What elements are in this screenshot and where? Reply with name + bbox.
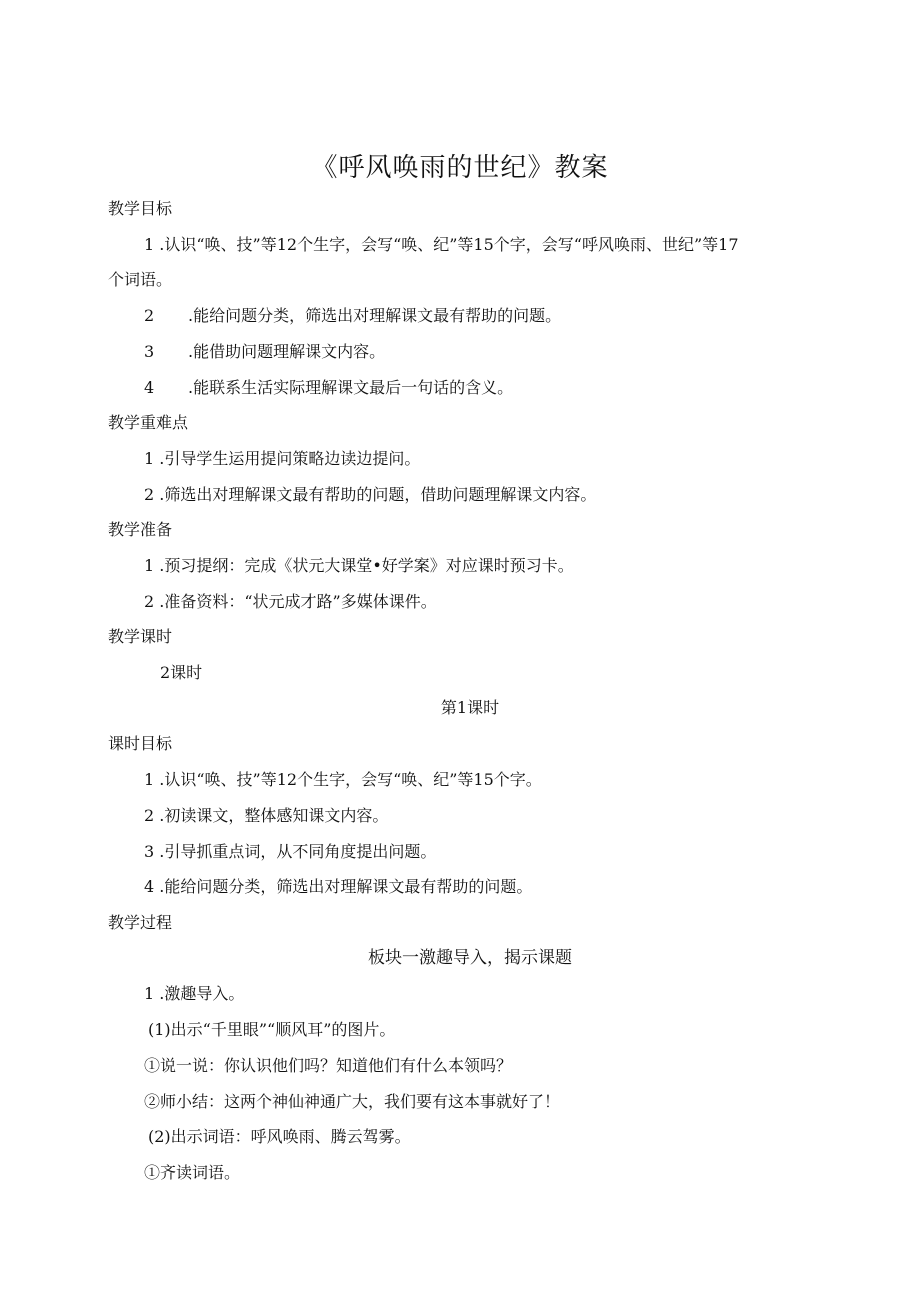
key-point-item-2: 2 .筛选出对理解课文最有帮助的问题，借助问题理解课文内容。 [144,485,597,504]
step-1-sub-1-b: ②师小结：这两个神仙神通广大，我们要有这本事就好了！ [144,1092,561,1111]
key-points-heading: 教学重难点 [108,413,189,432]
lesson-goals-heading: 课时目标 [108,734,173,753]
preparation-item-2: 2 .准备资料：“状元成才路”多媒体课件。 [144,592,437,611]
block-1-heading: 板块一激趣导入，揭示课题 [368,948,572,968]
goal-item-4-text: .能联系生活实际理解课文最后一句话的含义。 [188,378,514,397]
goal-item-3-number: 3 [144,342,155,361]
goals-heading: 教学目标 [108,199,173,218]
step-1-sub-1: (1)出示“千里眼”“顺风耳”的图片。 [148,1020,396,1039]
lesson-goal-item-3: 3 .引导抓重点词，从不同角度提出问题。 [144,842,437,861]
step-1-sub-2-a: ①齐读词语。 [144,1163,241,1182]
lesson-goal-item-4: 4 .能给问题分类，筛选出对理解课文最有帮助的问题。 [144,877,533,896]
goal-item-4-number: 4 [144,378,155,397]
goal-item-2-number: 2 [144,306,155,325]
hours-heading: 教学课时 [108,627,173,646]
hours-value: 2课时 [160,663,203,682]
document-title: 《呼风唤雨的世纪》教案 [311,153,609,183]
process-heading: 教学过程 [108,913,173,932]
goal-item-1-line-1: 1 .认识“唤、技”等12个生字，会写“唤、纪”等15个字，会写“呼风唤雨、世纪”等17 [144,235,739,254]
goal-item-3-text: .能借助问题理解课文内容。 [188,342,386,361]
goal-item-2-text: .能给问题分类，筛选出对理解课文最有帮助的问题。 [188,306,562,325]
step-1-sub-2: (2)出示词语：呼风唤雨、腾云驾雾。 [148,1127,411,1146]
goal-item-1-line-2: 个词语。 [108,270,173,289]
lesson-1-heading: 第1课时 [440,698,500,717]
step-1: 1 .激趣导入。 [144,984,245,1003]
preparation-item-1: 1 .预习提纲：完成《状元大课堂•好学案》对应课时预习卡。 [144,556,574,575]
lesson-goal-item-1: 1 .认识“唤、技”等12个生字，会写“唤、纪”等15个字。 [144,770,542,789]
step-1-sub-1-a: ①说一说：你认识他们吗？知道他们有什么本领吗？ [144,1056,513,1075]
preparation-heading: 教学准备 [108,520,173,539]
lesson-goal-item-2: 2 .初读课文，整体感知课文内容。 [144,806,389,825]
key-point-item-1: 1 .引导学生运用提问策略边读边提问。 [144,449,421,468]
